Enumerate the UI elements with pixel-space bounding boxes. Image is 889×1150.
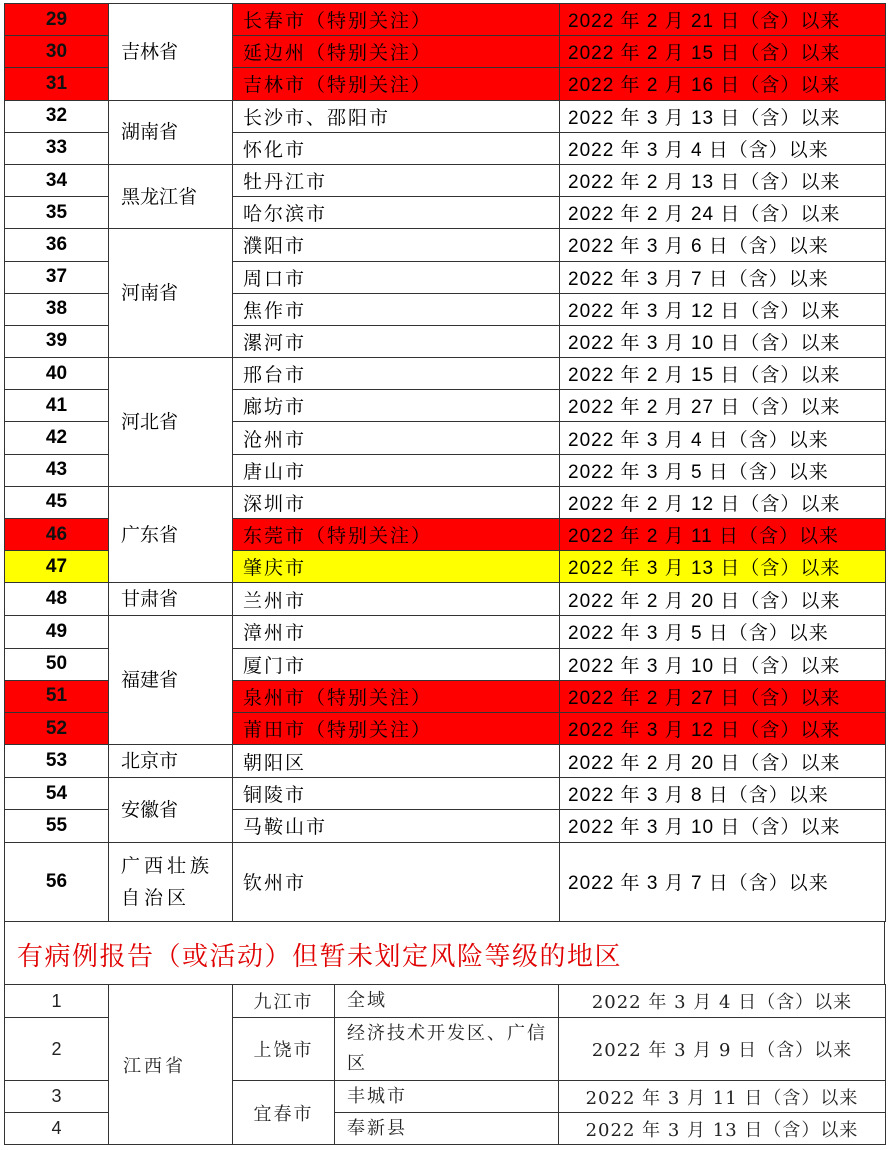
- row-number: 1: [5, 985, 109, 1018]
- date-cell: 2022 年 3 月 10 日（含）以来: [560, 810, 886, 842]
- date-cell: 2022 年 3 月 5 日（含）以来: [560, 454, 886, 486]
- row-number: 41: [5, 390, 109, 422]
- row-number: 49: [5, 616, 109, 648]
- row-number: 39: [5, 325, 109, 357]
- city-cell: 沧州市: [233, 422, 560, 454]
- table-row: [5, 229, 886, 261]
- date-cell: 2022 年 3 月 9 日（含）以来: [559, 1018, 886, 1081]
- section-title: 有病例报告（或活动）但暂未划定风险等级的地区: [17, 942, 623, 972]
- province-cell: 河北省: [109, 358, 233, 487]
- city-cell: 怀化市: [233, 132, 560, 164]
- city-cell: 牡丹江市: [233, 164, 560, 196]
- row-number: 33: [5, 132, 109, 164]
- date-cell: 2022 年 3 月 13 日（含）以来: [560, 100, 886, 132]
- city-cell: 厦门市: [233, 648, 560, 680]
- date-cell: 2022 年 2 月 16 日（含）以来: [560, 68, 886, 100]
- city-cell: 邢台市: [233, 358, 560, 390]
- row-number: 51: [5, 680, 109, 712]
- row-number: 46: [5, 519, 109, 551]
- table-row: [5, 358, 886, 390]
- row-number: 37: [5, 261, 109, 293]
- date-cell: 2022 年 3 月 5 日（含）以来: [560, 616, 886, 648]
- date-cell: 2022 年 2 月 21 日（含）以来: [560, 4, 886, 36]
- row-number: 32: [5, 100, 109, 132]
- date-cell: 2022 年 3 月 4 日（含）以来: [559, 985, 886, 1018]
- row-number: 4: [5, 1113, 109, 1145]
- city-cell: 兰州市: [233, 583, 560, 616]
- date-cell: 2022 年 2 月 13 日（含）以来: [560, 164, 886, 196]
- date-cell: 2022 年 2 月 20 日（含）以来: [560, 583, 886, 616]
- row-number: 30: [5, 36, 109, 68]
- date-cell: 2022 年 3 月 12 日（含）以来: [560, 293, 886, 325]
- row-number: 48: [5, 583, 109, 616]
- area-cell: 丰城市: [335, 1081, 559, 1113]
- table-row: [5, 778, 886, 810]
- date-cell: 2022 年 3 月 12 日（含）以来: [560, 712, 886, 744]
- province-cell: 黑龙江省: [109, 164, 233, 228]
- date-cell: 2022 年 2 月 11 日（含）以来: [560, 519, 886, 551]
- row-number: 34: [5, 164, 109, 196]
- date-cell: 2022 年 3 月 4 日（含）以来: [560, 132, 886, 164]
- date-cell: 2022 年 2 月 12 日（含）以来: [560, 486, 886, 518]
- area-cell: 全域: [335, 985, 559, 1018]
- city-cell: 唐山市: [233, 454, 560, 486]
- table-row: [5, 4, 886, 36]
- city-cell: 铜陵市: [233, 778, 560, 810]
- province-cell: 湖南省: [109, 100, 233, 164]
- row-number: 50: [5, 648, 109, 680]
- date-cell: 2022 年 3 月 6 日（含）以来: [560, 229, 886, 261]
- city-cell: 长春市（特别关注）: [233, 4, 560, 36]
- province-cell: 广东省: [109, 486, 233, 583]
- city-cell: 泉州市（特别关注）: [233, 680, 560, 712]
- date-cell: 2022 年 3 月 7 日（含）以来: [560, 261, 886, 293]
- table-row: [5, 486, 886, 518]
- province-cell: 江西省: [109, 985, 233, 1145]
- province-cell: 北京市: [109, 745, 233, 778]
- date-cell: 2022 年 2 月 27 日（含）以来: [560, 680, 886, 712]
- table-row: [5, 842, 886, 921]
- province-cell: 安徽省: [109, 778, 233, 842]
- row-number: 3: [5, 1081, 109, 1113]
- province-cell: 广西壮族自治区: [109, 842, 233, 921]
- table-row: [5, 100, 886, 132]
- date-cell: 2022 年 3 月 4 日（含）以来: [560, 422, 886, 454]
- city-cell: 哈尔滨市: [233, 197, 560, 229]
- unrated-area-table: [4, 984, 886, 1145]
- city-cell: 深圳市: [233, 486, 560, 518]
- date-cell: 2022 年 3 月 10 日（含）以来: [560, 325, 886, 357]
- date-cell: 2022 年 2 月 20 日（含）以来: [560, 745, 886, 778]
- row-number: 45: [5, 486, 109, 518]
- city-cell: 周口市: [233, 261, 560, 293]
- city-cell: 马鞍山市: [233, 810, 560, 842]
- table-row: [5, 164, 886, 196]
- city-cell: 上饶市: [233, 1018, 335, 1081]
- row-number: 40: [5, 358, 109, 390]
- row-number: 29: [5, 4, 109, 36]
- row-number: 38: [5, 293, 109, 325]
- row-number: 53: [5, 745, 109, 778]
- city-cell: 漳州市: [233, 616, 560, 648]
- city-cell: 漯河市: [233, 325, 560, 357]
- table-row: [5, 616, 886, 648]
- table-row: [5, 583, 886, 616]
- city-cell: 吉林市（特别关注）: [233, 68, 560, 100]
- city-cell: 濮阳市: [233, 229, 560, 261]
- city-cell: 钦州市: [233, 842, 560, 921]
- row-number: 35: [5, 197, 109, 229]
- date-cell: 2022 年 3 月 13 日（含）以来: [559, 1113, 886, 1145]
- row-number: 36: [5, 229, 109, 261]
- row-number: 43: [5, 454, 109, 486]
- province-cell: 福建省: [109, 616, 233, 745]
- date-cell: 2022 年 2 月 24 日（含）以来: [560, 197, 886, 229]
- date-cell: 2022 年 3 月 7 日（含）以来: [560, 842, 886, 921]
- city-cell: 长沙市、邵阳市: [233, 100, 560, 132]
- table-row: [5, 745, 886, 778]
- row-number: 2: [5, 1018, 109, 1081]
- row-number: 31: [5, 68, 109, 100]
- row-number: 42: [5, 422, 109, 454]
- date-cell: 2022 年 2 月 15 日（含）以来: [560, 36, 886, 68]
- row-number: 55: [5, 810, 109, 842]
- city-cell: 肇庆市: [233, 551, 560, 583]
- city-cell: 东莞市（特别关注）: [233, 519, 560, 551]
- table-row: [5, 985, 886, 1018]
- date-cell: 2022 年 3 月 11 日（含）以来: [559, 1081, 886, 1113]
- area-cell: 经济技术开发区、广信区: [335, 1018, 559, 1081]
- province-cell: 吉林省: [109, 4, 233, 101]
- city-cell: 焦作市: [233, 293, 560, 325]
- date-cell: 2022 年 2 月 27 日（含）以来: [560, 390, 886, 422]
- province-cell: 河南省: [109, 229, 233, 358]
- date-cell: 2022 年 3 月 13 日（含）以来: [560, 551, 886, 583]
- date-cell: 2022 年 2 月 15 日（含）以来: [560, 358, 886, 390]
- province-cell: 甘肃省: [109, 583, 233, 616]
- risk-area-table: [4, 3, 886, 922]
- date-cell: 2022 年 3 月 8 日（含）以来: [560, 778, 886, 810]
- city-cell: 莆田市（特别关注）: [233, 712, 560, 744]
- section-header: [4, 922, 885, 984]
- row-number: 56: [5, 842, 109, 921]
- row-number: 47: [5, 551, 109, 583]
- city-cell: 宜春市: [233, 1081, 335, 1145]
- city-cell: 九江市: [233, 985, 335, 1018]
- date-cell: 2022 年 3 月 10 日（含）以来: [560, 648, 886, 680]
- row-number: 54: [5, 778, 109, 810]
- row-number: 52: [5, 712, 109, 744]
- area-cell: 奉新县: [335, 1113, 559, 1145]
- city-cell: 延边州（特别关注）: [233, 36, 560, 68]
- city-cell: 朝阳区: [233, 745, 560, 778]
- city-cell: 廊坊市: [233, 390, 560, 422]
